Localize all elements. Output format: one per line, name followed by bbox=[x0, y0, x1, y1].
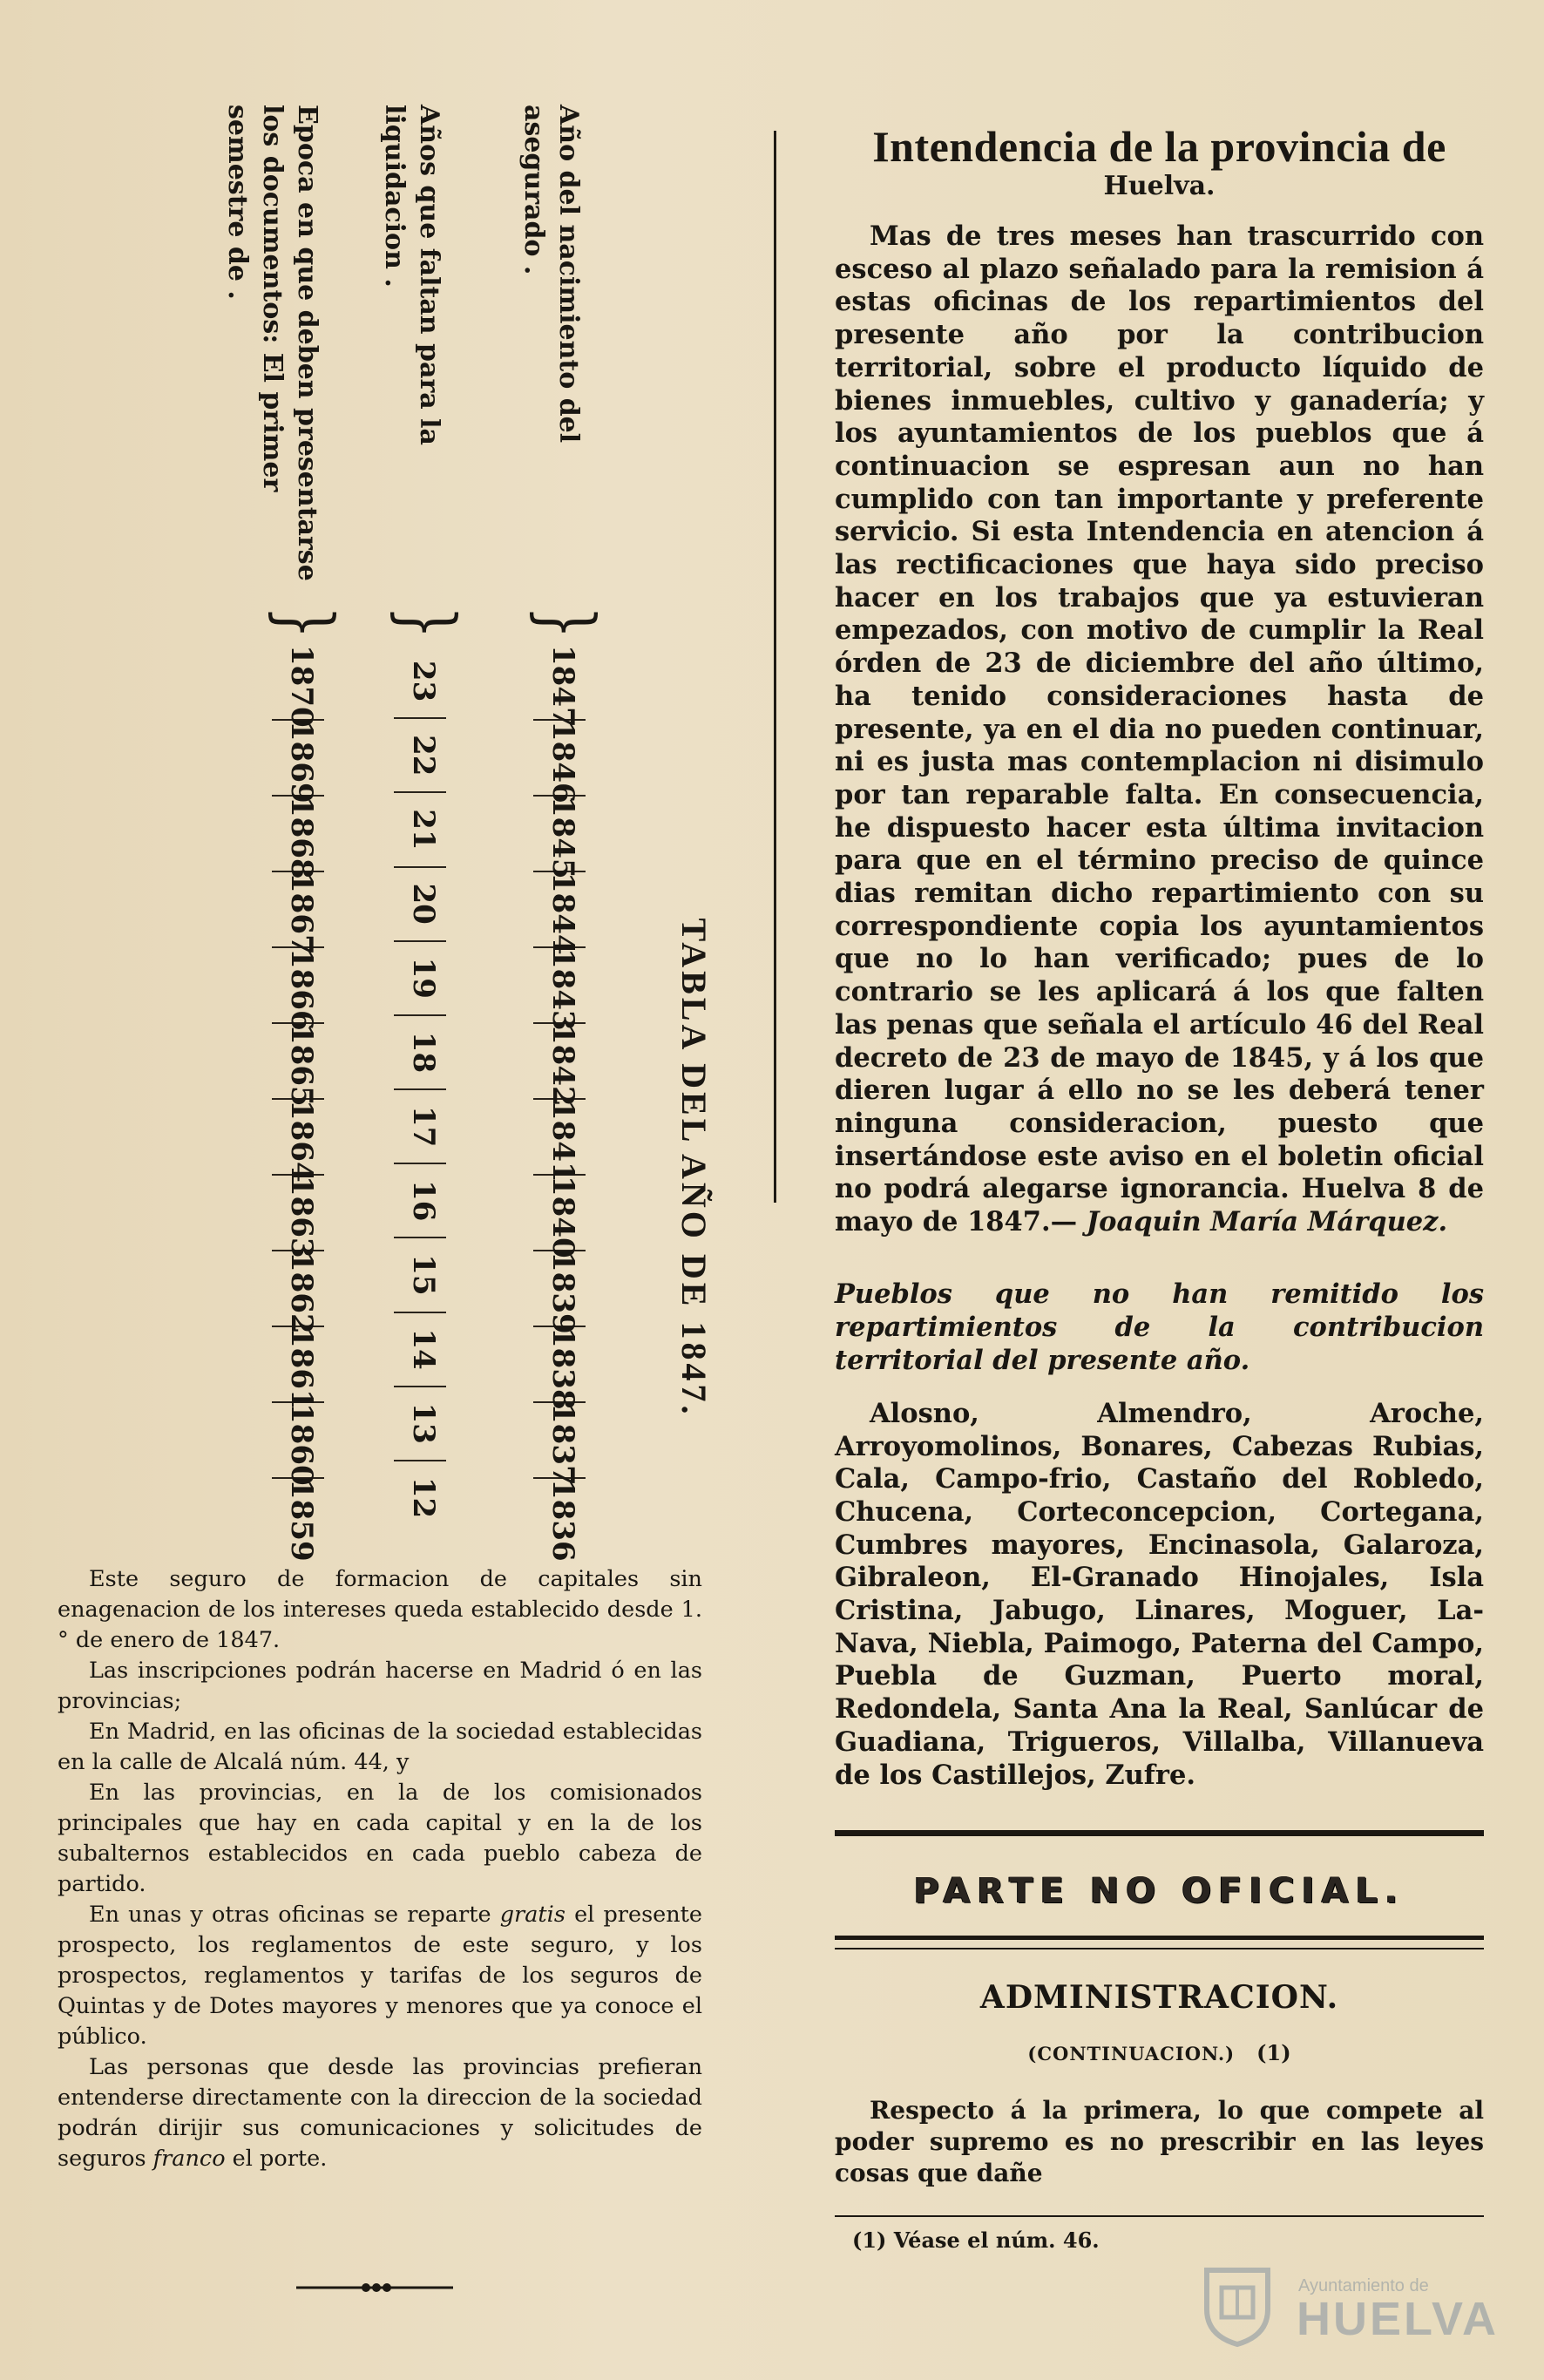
notice-body bbox=[835, 220, 1484, 1239]
row-label: Año del nacimiento del asegurado . bbox=[518, 105, 584, 444]
text-segment: En unas y otras oficinas se reparte bbox=[89, 1902, 500, 1928]
admin-body: Respecto á la primera, lo que compete al poder supremo es no prescribir en las leyes cosas que dañe bbox=[835, 2096, 1484, 2188]
brace-glyph: } bbox=[524, 606, 609, 640]
table-cell: 14 bbox=[394, 1313, 446, 1387]
watermark-bottom-text: HUELVA bbox=[1297, 2293, 1499, 2345]
italic-text: gratis bbox=[499, 1902, 565, 1928]
table-cell: 21 bbox=[394, 793, 446, 867]
left-column-text bbox=[58, 1564, 702, 2174]
table-1847 bbox=[61, 105, 741, 1562]
rotated-table-container bbox=[61, 105, 741, 1562]
left-paragraph bbox=[58, 1778, 702, 1900]
table-cell: 1838 bbox=[533, 1327, 586, 1403]
table-cell: 1859 bbox=[284, 1479, 319, 1562]
table-cell: 1861 bbox=[272, 1327, 324, 1403]
italic-text: franco bbox=[152, 2146, 226, 2172]
left-paragraph bbox=[58, 1900, 702, 2052]
row-cells bbox=[533, 645, 586, 1562]
section-title: Intendencia de la provincia de bbox=[872, 122, 1446, 171]
double-rule bbox=[835, 1936, 1484, 1949]
left-paragraph bbox=[58, 1564, 702, 1656]
table-title: TABLA DEL AÑO DE 1847. bbox=[674, 918, 714, 1418]
table-cell: 1841 bbox=[533, 1100, 586, 1176]
signature: Joaquin María Márquez. bbox=[1086, 1206, 1448, 1238]
parte-no-oficial-heading: PARTE NO OFICIAL. bbox=[913, 1871, 1405, 1912]
table-row bbox=[340, 105, 470, 1534]
table-cell: 18 bbox=[394, 1016, 446, 1090]
table-cell: 1864 bbox=[272, 1100, 324, 1176]
left-paragraph bbox=[58, 1717, 702, 1778]
row-cells bbox=[272, 645, 324, 1562]
left-paragraph bbox=[58, 2052, 702, 2174]
coat-of-arms-icon bbox=[1194, 2261, 1281, 2349]
watermark-top-text: Ayuntamiento de bbox=[1298, 2276, 1429, 2295]
table-cell: 1846 bbox=[533, 721, 586, 797]
table-cell: 1844 bbox=[533, 872, 586, 948]
table-row bbox=[218, 105, 348, 1562]
administracion-heading: ADMINISTRACION. bbox=[979, 1979, 1339, 2017]
brace-glyph: } bbox=[262, 606, 348, 640]
table-cell: 1860 bbox=[272, 1403, 324, 1479]
table-cell: 1843 bbox=[533, 948, 586, 1024]
text-segment: Este seguro de formacion de capitales sin enagenacion de los intereses queda establecido desde 1.° de enero de 1847. bbox=[58, 1566, 702, 1653]
right-column bbox=[835, 122, 1484, 2253]
table-cell: 1869 bbox=[272, 721, 324, 797]
table-cell: 1868 bbox=[272, 797, 324, 872]
note-reference: (1) bbox=[1256, 2040, 1291, 2066]
table-cell: 1845 bbox=[533, 797, 586, 872]
table-cell: 16 bbox=[394, 1164, 446, 1238]
table-cell: 1840 bbox=[533, 1176, 586, 1251]
text-segment: el presente prospecto, los reglamentos de este seguro, y los prospectos, reglamentos y tarifas de los seguros de Quintas y de Dotes mayores y menores que ya conoce el público. bbox=[58, 1902, 703, 2050]
table-cell: 1862 bbox=[272, 1251, 324, 1327]
table-cell: 1842 bbox=[533, 1024, 586, 1100]
table-cell: 1867 bbox=[272, 872, 324, 948]
table-cell: 23 bbox=[394, 645, 446, 719]
table-cell: 20 bbox=[394, 868, 446, 942]
thick-rule bbox=[835, 1830, 1484, 1836]
table-cell: 1863 bbox=[272, 1176, 324, 1251]
table-cell: 1836 bbox=[545, 1479, 580, 1562]
table-cell: 1865 bbox=[272, 1024, 324, 1100]
table-cell: 12 bbox=[406, 1476, 441, 1519]
table-cell: 19 bbox=[394, 942, 446, 1016]
text-segment: Las personas que desde las provincias prefieran entenderse directamente con la direccion de la sociedad podrán dirijir sus comunicaciones y solicitudes de seguros bbox=[58, 2054, 702, 2172]
table-cell: 22 bbox=[394, 719, 446, 793]
table-cell: 1837 bbox=[533, 1403, 586, 1479]
column-divider bbox=[774, 131, 776, 1203]
table-cell: 15 bbox=[394, 1238, 446, 1312]
brace-glyph: } bbox=[384, 606, 470, 640]
row-label: Años que faltan para la liquidacion . bbox=[379, 105, 444, 445]
footnote: (1) Véase el núm. 46. bbox=[852, 2227, 1100, 2254]
table-cell: 13 bbox=[394, 1387, 446, 1461]
text-segment: En Madrid, en las oficinas de la sociedad establecidas en la calle de Alcalá núm. 44, y bbox=[58, 1719, 702, 1775]
text-segment: el porte. bbox=[225, 2146, 328, 2172]
row-cells bbox=[394, 645, 446, 1534]
table-row bbox=[479, 105, 609, 1562]
archive-watermark bbox=[1194, 2257, 1499, 2353]
table-cell: 1847 bbox=[533, 645, 586, 721]
row-label: Epoca en que deben presentarse los documentos: El primer semestre de . bbox=[222, 105, 322, 581]
footnote-rule bbox=[835, 2215, 1484, 2217]
text-segment: En las provincias, en la de los comisionados principales que hay en cada capital y en la de los subalternos establecidos en cada pueblo cabeza de partido. bbox=[58, 1780, 702, 1897]
notice-text: Mas de tres meses han trascurrido con esceso al plazo señalado para la remision á estas oficinas de los repartimientos del presente año por la contribucion territorial, sobre el producto líquido de bienes inmuebles, cultivo y ganadería; y los ayuntamientos de los pueblos que á continuacion se espresan aun no han cumplido con tan importante y preferente servicio. Si esta Intendencia en atencion á las rectificaciones que haya sido preciso hacer en los trabajos que ya estuvieran empezados, con motivo de cumplir la Real órden de 23 de diciembre del año último, ha tenido consideraciones hasta de presente, ya en el dia no pueden continuar, ni es justa mas contemplacion ni disimulo por tan reparable falta. En consecuencia, he dispuesto hacer esta última invitacion para que en el término preciso de quince dias remitan dicho repartimiento con su correspondiente copia los ayuntamientos que no lo han verificado; pues de lo contrario se les aplicará á los que falten las penas que señala el artículo 46 del Real decreto de 23 de mayo de 1845, y á los que dieren lugar á ello no se les deberá tener ninguna consideracion, puesto que insertándose este aviso en el boletin oficial no podrá alegarse ignorancia. Huelva 8 de mayo de 1847.— bbox=[835, 220, 1484, 1238]
continuacion-line bbox=[835, 2040, 1484, 2065]
text-segment: Las inscripciones podrán hacerse en Madrid ó en las provincias; bbox=[58, 1658, 702, 1714]
continuacion-label: (CONTINUACION.) bbox=[1027, 2043, 1236, 2065]
table-cell: 1839 bbox=[533, 1251, 586, 1327]
ornament-rule bbox=[296, 2282, 453, 2294]
section-subtitle: Huelva. bbox=[1103, 171, 1216, 201]
towns-list: Alosno, Almendro, Aroche, Arroyomolinos, Bonares, Cabezas Rubias, Cala, Campo-frio, Castaño del Robledo, Chucena, Corteconcepcion, Cortegana, Cumbres mayores, Encinasola, Galaroza, Gibraleon, El-Granado Hinojales, Isla Cristina, Jabugo, Linares, Moguer, La-Nava, Niebla, Paimogo, Paterna del Campo, Puebla de Guzman, Puerto moral, Redondela, Santa Ana la Real, Sanlúcar de Guadiana, Trigueros, Villalba, Villanueva de los Castillejos, Zufre. bbox=[835, 1397, 1484, 1791]
table-cell: 17 bbox=[394, 1090, 446, 1164]
list-heading: Pueblos que no han remitido los repartimientos de la contribucion territorial del presente año. bbox=[835, 1278, 1484, 1376]
table-cell: 1870 bbox=[272, 645, 324, 721]
left-paragraph bbox=[58, 1656, 702, 1717]
table-cell: 1866 bbox=[272, 948, 324, 1024]
